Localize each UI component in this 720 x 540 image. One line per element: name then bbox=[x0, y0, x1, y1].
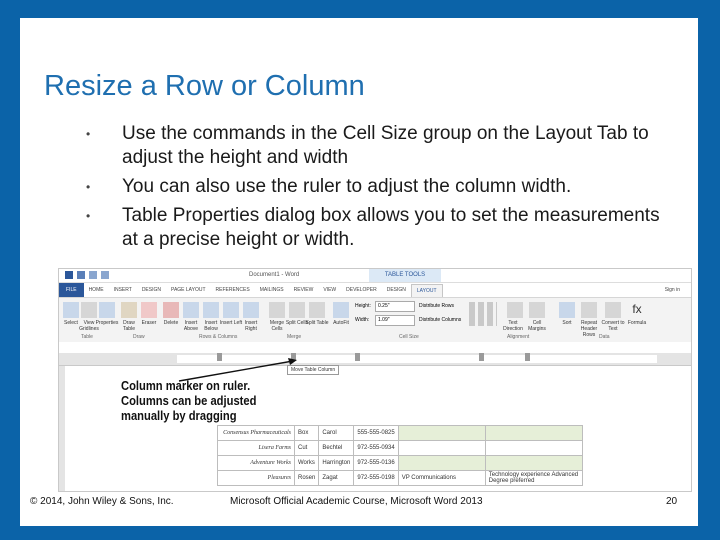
tab-references[interactable]: REFERENCES bbox=[215, 287, 250, 293]
slide-title: Resize a Row or Column bbox=[44, 70, 365, 102]
bullet-item: • Use the commands in the Cell Size group on the Layout Tab to adjust the height and width bbox=[86, 123, 649, 168]
sort-label: Sort bbox=[562, 320, 572, 326]
tab-insert[interactable]: INSERT bbox=[113, 287, 132, 293]
split-cells-label: Split Cells bbox=[285, 320, 309, 326]
height-field[interactable]: 0.25" bbox=[375, 301, 415, 312]
autofit-label: AutoFit bbox=[333, 320, 349, 326]
width-field[interactable]: 1.09" bbox=[375, 315, 415, 326]
width-label: Width: bbox=[355, 317, 370, 323]
merge-cells-label: Merge Cells bbox=[269, 320, 285, 332]
height-label: Height: bbox=[355, 303, 371, 309]
tab-home[interactable]: HOME bbox=[88, 287, 104, 293]
formula-icon[interactable]: fx bbox=[632, 302, 642, 316]
tab-page-layout[interactable]: PAGE LAYOUT bbox=[170, 287, 206, 293]
cell-margins-label: Cell Margins bbox=[528, 320, 546, 332]
callout-text: Column marker on ruler. Columns can be adjusted manually by dragging bbox=[121, 378, 257, 423]
formula-label: Formula bbox=[627, 320, 647, 326]
text-direction-label: Text Direction bbox=[503, 320, 523, 332]
convert-text-label: Convert to Text bbox=[601, 320, 625, 332]
document-title: Document1 - Word bbox=[249, 272, 300, 278]
tab-view[interactable]: VIEW bbox=[323, 287, 337, 293]
insert-left-label: Insert Left bbox=[219, 320, 243, 326]
distribute-rows-button[interactable]: Distribute Rows bbox=[419, 303, 455, 309]
context-tab-label: TABLE TOOLS bbox=[369, 269, 441, 282]
tab-developer[interactable]: DEVELOPER bbox=[346, 287, 377, 293]
footer-course: Microsoft Official Academic Course, Microsoft Word 2013 bbox=[230, 496, 483, 507]
insert-below-label: Insert Below bbox=[204, 320, 218, 332]
bullet-item: • Table Properties dialog box allows you to set the measurements at a precise height or width. bbox=[86, 205, 660, 250]
tab-mailings[interactable]: MAILINGS bbox=[259, 287, 284, 293]
bullet-item: • You can also use the ruler to adjust the column width. bbox=[86, 176, 572, 197]
tab-review[interactable]: REVIEW bbox=[293, 287, 314, 293]
repeat-header-label: Repeat Header Rows bbox=[580, 320, 598, 338]
insert-right-label: Insert Right bbox=[244, 320, 258, 332]
table-row: Pleasures Rosen Zagat 972-555-0198 VP Communications Technology experience Advanced Degree preferred bbox=[218, 471, 583, 486]
slide bbox=[20, 18, 698, 526]
footer-copyright: © 2014, John Wiley & Sons, Inc. bbox=[30, 496, 174, 507]
table-row: Lisera Farms Cut Bechtel 972-555-0934 bbox=[218, 441, 583, 456]
group-table-label: Table bbox=[81, 334, 93, 340]
group-alignment-label: Alignment bbox=[507, 334, 530, 340]
gridlines-label: View Gridlines bbox=[79, 320, 99, 332]
sign-in-link[interactable]: Sign in bbox=[664, 287, 680, 293]
group-merge-label: Merge bbox=[287, 334, 302, 340]
bullet-list bbox=[80, 122, 680, 257]
distribute-columns-button[interactable]: Distribute Columns bbox=[419, 317, 462, 323]
group-cell-size-label: Cell Size bbox=[399, 334, 419, 340]
eraser-label: Eraser bbox=[141, 320, 157, 326]
document-table[interactable] bbox=[217, 425, 583, 486]
tab-file[interactable]: FILE bbox=[59, 283, 84, 297]
tab-table-layout[interactable]: LAYOUT bbox=[411, 284, 443, 297]
select-button-label: Select bbox=[64, 320, 78, 326]
footer-page-number: 20 bbox=[666, 496, 678, 507]
delete-label: Delete bbox=[163, 320, 179, 326]
properties-label: Properties bbox=[95, 320, 119, 326]
tab-table-design[interactable]: DESIGN bbox=[386, 287, 406, 293]
split-table-label: Split Table bbox=[305, 320, 329, 326]
table-row: Consensus Pharmaceuticals Box Carol 555-555-0825 bbox=[218, 426, 583, 441]
group-rows-columns-label: Rows & Columns bbox=[199, 334, 238, 340]
group-draw-label: Draw bbox=[133, 334, 145, 340]
ruler-tooltip: Move Table Column bbox=[287, 365, 339, 375]
insert-above-label: Insert Above bbox=[183, 320, 199, 332]
bullet-icon: • bbox=[86, 209, 91, 223]
tab-design[interactable]: DESIGN bbox=[141, 287, 161, 293]
table-row: Adventure Works Works Harrington 972-555-0136 bbox=[218, 456, 583, 471]
bullet-icon: • bbox=[86, 127, 91, 141]
draw-table-label: Draw Table bbox=[123, 320, 135, 332]
bullet-icon: • bbox=[86, 180, 91, 194]
group-data-label: Data bbox=[599, 334, 610, 340]
word-screenshot bbox=[58, 268, 692, 492]
